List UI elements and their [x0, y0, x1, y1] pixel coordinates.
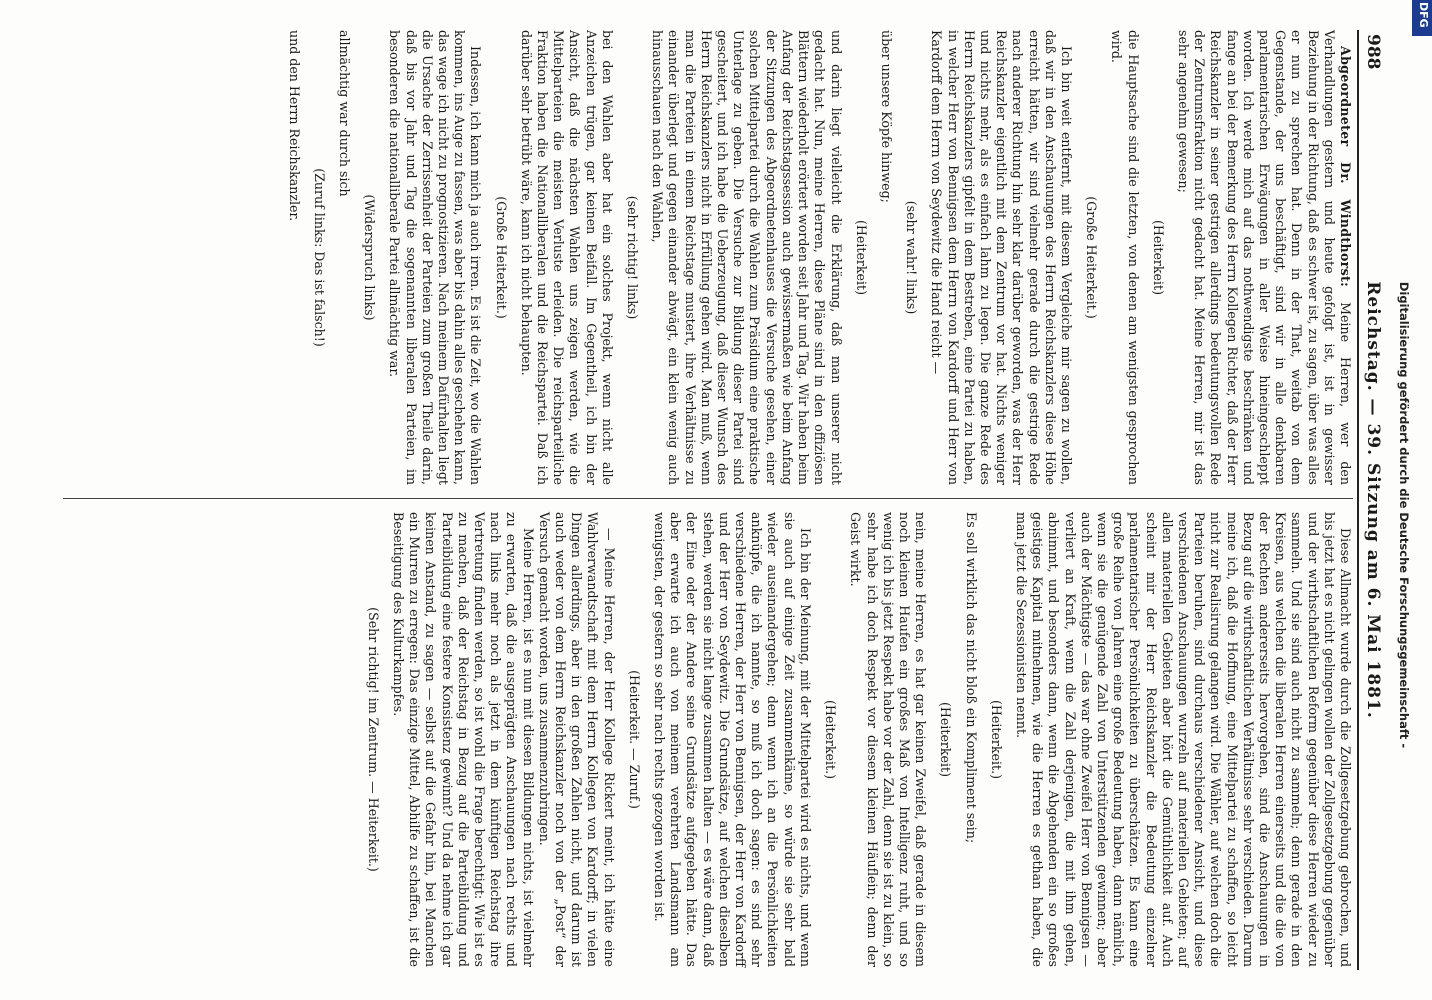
paragraph-text: Meine Herren, wer den Verhandlungen gestern und heute gefolgt ist, ist in gewisser Beziehung in der Richtung, daß es schwer ist, zu sagen, über was alles er nun zu sprechen hat. Denn in der That, weitab von dem Gegenstande, der uns beschäftigt, sind wir in alle denkbaren parlamentarischen Erwägungen in aller Weise hineingeschleppt worden. Ich werde mich auf das nothwendigste beschränken und fange an bei der Bemerkung des Herrn Kollegen Richter, daß der Herr Reichskanzler in seiner gestrigen allerdings bedeutungsvollen Rede der Zentrumsfraktion nicht gedacht hat. Meine Herren, mir ist das sehr angenehm gewesen;: [1175, 30, 1353, 485]
paragraph-text: (Heiterkeit.): [823, 700, 839, 779]
paragraph-text: allmächtig war durch sich: [337, 30, 353, 197]
paragraph: [1175, 30, 1353, 485]
paragraph-text: (Heiterkeit): [1150, 220, 1166, 295]
interjection: [1083, 30, 1099, 485]
interjection: [626, 512, 642, 967]
interjection: [822, 512, 838, 967]
paragraph-text: nein, meine Herren, es hat gar keinen Zweifel, daß gerade in diesem noch kleinen Haufen ein großes Maß von Intelligenz ruht, und so wenig ich bis jetzt Respekt habe vor der Zahl, denn sie ist zu klein, so sehr habe ich doch Respekt vor diesem kleinen Häuflein; denn der Geist wirkt.: [848, 512, 929, 967]
paragraph-text: (Große Heiterkeit.): [1084, 196, 1100, 319]
left-column: [63, 30, 1353, 485]
interjection: [311, 30, 327, 485]
paragraph-text: Meine Herren, ist es nun mit diesen Bildungen nichts, ist vielmehr zu erwarten, daß die ausgeprägten Anschauungen nach rechts und nach links mehr noch als jetzt in dem künftigen Reichstag ihre Vertretung finden werden, so ist wohl die Frage berechtigt: Wie ist es zu machen, daß der Reichstag in Bezug auf die Parteibildung und Parteibildung eine festere Konsistenz gewinnt? Und da nehme ich gar keinen Anstand, zu sagen — selbst auf die Gefahr hin, bei Manchen ein Murren zu erregen: Das einzige Mittel, Abhilfe zu schaffen, ist die Beseitigung des Kulturkampfes.: [391, 512, 536, 967]
paragraph-text: Ich bin weit entfernt, mit diesem Vergleiche mir sagen zu wollen, daß wir in den Anschauungen des Herrn Reichskanzlers diese Höhe erreicht hätten, wir sind vielmehr gerade durch die gestrige Rede nach anderer Richtung hin sehr klar darüber geworden, was der Herr Reichskanzler eigentlich mit dem Zentrum vor hat. Nichts weniger und nichts mehr, als es einfach lahm zu legen. Die ganze Rede des Herrn Reichskanzlers gipfelt in dem Bestreben, eine Partei zu haben, in welcher Herr von Bennigsen dem Herrn von Kardorff und Herr von Kardorff dem Herrn von Seydewitz die Hand reicht —: [929, 30, 1074, 485]
paragraph: [336, 30, 352, 485]
paragraph-text: über unsere Köpfe hinweg;: [878, 30, 894, 203]
paragraph: [1013, 512, 1353, 967]
paragraph: [649, 30, 843, 485]
right-column: [63, 512, 1353, 967]
paragraph-text: (Sehr richtig! im Zentrum. — Heiterkeit.): [365, 607, 381, 872]
paragraph: [536, 512, 617, 967]
column-divider: [63, 498, 1353, 499]
paragraph: [1108, 30, 1140, 485]
interjection: [1150, 30, 1166, 485]
paragraph: [962, 512, 978, 967]
interjection: [903, 30, 919, 485]
paragraph-text: (sehr richtig! links): [625, 195, 641, 320]
paragraph-text: — Meine Herren, der Herr Kollege Rickert meint, ich hätte eine Wahlverwandtschaft mit dem Herrn Kollegen von Kardorff; in vielen Dingen allerdings, aber in den großen Zahlen nicht, und darum ist auch weder von dem Herrn Reichskanzler noch von der „Post“ der Versuch gemacht worden, uns zusammenzubringen.: [536, 512, 617, 967]
paragraph: [847, 512, 928, 967]
paragraph-text: (Heiterkeit): [938, 702, 954, 777]
paragraph-text: (sehr wahr! links): [904, 200, 920, 315]
interjection: [361, 30, 377, 485]
paragraph-text: (Heiterkeit. — Zuruf.): [626, 670, 642, 809]
paragraph-text: (Große Heiterkeit.): [493, 196, 509, 319]
paragraph-text: die Hauptsache sind die letzten, von denen am wenigsten gesprochen wird.: [1109, 30, 1141, 485]
paragraph: [928, 30, 1074, 485]
paragraph-text: Ich bin der Meinung, mit der Mittelpartei wird es nichts, und wenn sie auch auf einige Zeit zusammenkäme, so würde sie sehr bald wieder auseinandergehen; denn wenn ich an die Persönlichkeiten anknüpfe, die ich nannte, so muß ich doch sagen: es sind sehr verschiedene Herren, der Herr von Bennigsen, der Herr von Kardorff und der Herr von Seydewitz. Die Grundsätze, auf welchen dieselben stehen, werden sie nicht lange zusammen halten — es wäre dann, daß der Eine oder der Andere seine Grundsätze aufgegeben hätte. Das aber erwarte ich auch von meinem verehrten Landsmann am wenigsten, der gestern so sehr nach rechts gezogen worden ist.: [652, 512, 813, 967]
interjection: [853, 30, 869, 485]
page-title: Reichstag. — 39. Sitzung am 6. Mai 1881.: [1363, 281, 1383, 719]
interjection: [365, 512, 381, 967]
interjection: [937, 512, 953, 967]
paragraph-text: und den Herrn Reichskanzler.: [286, 30, 302, 222]
paragraph: [518, 30, 615, 485]
paragraph-text: Indessen, ich kann mich ja auch irren. Es ist die Zeit, wo die Wahlen kommen, ins Auge zu fassen, was aber bis dahin alles geschehen kann, das wage ich nicht zu prognostizieren. Nach meinem Dafürhalten liegt die Ursache der Zerrissenheit der Parteien zum großen Theile darin, daß bis vor Jahr und Tag die sogenannten liberalen Parteien, im besonderen die nationalliberale Partei allmächtig war.: [387, 30, 484, 485]
paragraph-text: Diese Allmacht wurde durch die Zollgesetzgebung gebrochen, und bis jetzt hat es nicht gelingen wollen der Zollgesetzgebung gegenüber und der wirthschaftlichen Reform gegenüber diese Herren wieder zu sammeln. Und sie sind auch nicht zu sammeln; denn gerade in den Kreisen, aus welchen die liberalen Herren einerseits und die die von der Rechten andererseits hervorgehen, sind die Anschauungen in Bezug auf die wirthschaftlichen Verhältnisse sehr verschieden. Darum meine ich, daß die Hoffnung, eine Mittelpartei zu schaffen, so leicht nicht zur Realisirung gelangen wird. Die Wähler, auf welchen doch die Parteien beruhen, sind durchaus verschiedener Ansicht, und diese verschiedenen Anschauungen wurzeln auf materiellen Gebieten; auf allen materiellen Gebieten aber hört die Gemüthlichkeit auf. Auch scheint mir der Herr Reichskanzler die Bedeutung einzelner parlamentarischer Persönlichkeiten zu überschätzen. Es kann eine große Reihe von Jahren eine große Bedeutung haben, dann nämlich, wenn sie die genügende Zahl von Unterstützenden gewinnen; aber auch der Mächtigste — das war ohne Zweifel Herr von Bennigsen — verliert an Kraft, wenn die Zahl derjenigen, die mit ihm gehen, abnimmt, und besonders dann, wenn die Abgehenden ein so großes geistiges Kapital mitnehmen, wie die Herren es gethan haben, die man jetzt die Sezessionisten nennt.: [1013, 512, 1353, 967]
paragraph-text: (Zuruf links: Das ist falsch!): [311, 168, 327, 347]
paragraph: [386, 30, 483, 485]
text-columns: [63, 30, 1353, 970]
paragraph-text: (Widerspruch links): [362, 194, 378, 321]
paragraph: [878, 30, 894, 485]
paragraph-text: (Heiterkeit.): [988, 700, 1004, 779]
page-header: [1357, 30, 1387, 970]
speaker-name: Abgeordneter Dr. Windthorst:: [1338, 46, 1353, 288]
paragraph-text: (Heiterkeit): [853, 220, 869, 295]
rotated-document-page: [57, 30, 1387, 970]
paragraph: [285, 30, 301, 485]
paragraph: [651, 512, 813, 967]
dfg-logo-text: DFG: [1417, 2, 1430, 28]
page-number: 988: [1363, 34, 1383, 70]
paragraph-text: und darin liegt vielleicht die Erklärung, daß man unserer nicht gedacht hat. Nun, meine Herren, diese Pläne sind in den offiziösen Blättern wiederholt erörtert worden seit Jahr und Tag. Wir haben beim Anfang der Reichstagssession auch gewissermaßen wie beim Anfang der Sitzungen des Abgeordnetenhauses die Versuche gesehen, einer solchen Mittelpartei durch die Wahlen zum Präsidium eine praktische Unterlage zu geben. Die Versuche zur Bildung dieser Partei sind gescheitert, und ich habe die Ueberzeugung, daß dieser Wunsch des Herrn Reichskanzlers nicht in Erfüllung gehen wird. Man muß, wenn man die Parteien in einem Reichstage mustert, ihre Verhältnisse zu einander überlegt und gegen einander abwägt, ein klein wenig auch hinausschauen nach den Wahlen,: [650, 30, 844, 485]
interjection: [492, 30, 508, 485]
dfg-logo: [1412, 0, 1432, 36]
digitization-credit: [1396, 40, 1416, 990]
interjection: [624, 30, 640, 485]
interjection: [988, 512, 1004, 967]
credit-text: Digitalisierung gefördert durch die Deutsche Forschungsgemeinschaft -: [1397, 281, 1411, 749]
paragraph-text: bei den Wahlen aber hat ein solches Projekt, wenn nicht alle Anzeichen trügen, gar keinen Beifall. Im Gegentheil, ich bin der Ansicht, daß die nächsten Wahlen uns zeigen werden, wie die Mittelparteien die meisten Verluste erleiden. Die reichsparteiliche Fraktion haben die Nationalliberalen und die Reichspartei. Daß ich darüber sehr betrübt wäre, kann ich nicht behaupten.: [518, 30, 615, 485]
paragraph-text: Es soll wirklich das nicht bloß ein Kompliment sein;: [963, 512, 979, 844]
paragraph: [390, 512, 536, 967]
